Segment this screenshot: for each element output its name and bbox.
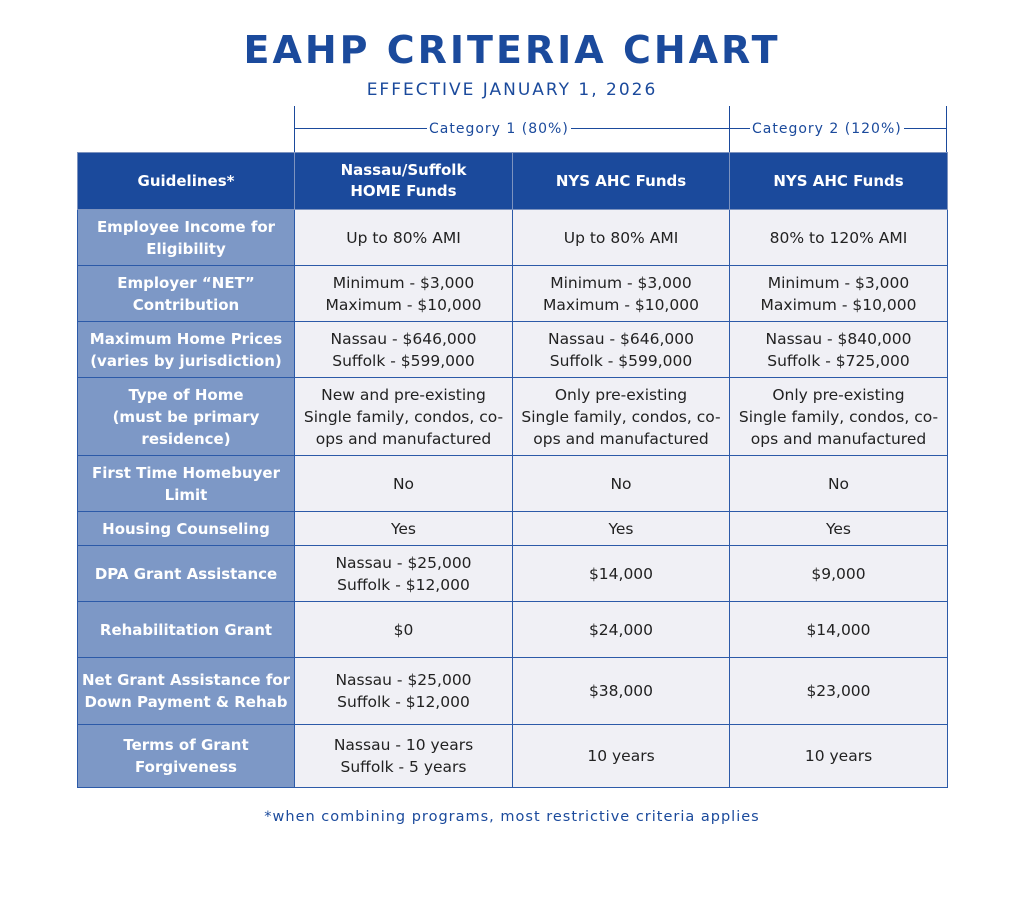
table-cell: Nassau - $25,000 Suffolk - $12,000 — [295, 658, 513, 725]
table-row — [78, 546, 948, 602]
table-cell: Only pre-existing Single family, condos, co- ops and manufactured — [513, 378, 730, 456]
table-cell: $9,000 — [730, 546, 948, 602]
table-row — [78, 512, 948, 546]
table-cell: $38,000 — [513, 658, 730, 725]
table-row — [78, 210, 948, 266]
table-cell: No — [730, 456, 948, 512]
table-cell: $24,000 — [513, 602, 730, 658]
table-cell: Minimum - $3,000 Maximum - $10,000 — [295, 266, 513, 322]
bracket-mid-divider — [729, 106, 730, 152]
row-label-terms-of-forgiveness: Terms of Grant Forgiveness — [78, 725, 295, 788]
table-cell: No — [513, 456, 730, 512]
table-cell: Yes — [513, 512, 730, 546]
row-label-employee-income: Employee Income for Eligibility — [78, 210, 295, 266]
table-cell: 80% to 120% AMI — [730, 210, 948, 266]
row-label-type-of-home: Type of Home (must be primary residence) — [78, 378, 295, 456]
row-label-employer-contribution: Employer “NET” Contribution — [78, 266, 295, 322]
header-nys-ahc-funds-cat1: NYS AHC Funds — [513, 153, 730, 210]
table-cell: Nassau - 10 years Suffolk - 5 years — [295, 725, 513, 788]
row-label-dpa-grant: DPA Grant Assistance — [78, 546, 295, 602]
effective-date: EFFECTIVE JANUARY 1, 2026 — [366, 80, 658, 100]
table-cell: Nassau - $646,000 Suffolk - $599,000 — [295, 322, 513, 378]
table-cell: Minimum - $3,000 Maximum - $10,000 — [513, 266, 730, 322]
table-row — [78, 602, 948, 658]
table-cell: $0 — [295, 602, 513, 658]
row-label-first-time-homebuyer: First Time Homebuyer Limit — [78, 456, 295, 512]
category-2-label: Category 2 (120%) — [752, 121, 902, 137]
table-cell: New and pre-existing Single family, condos, co- ops and manufactured — [295, 378, 513, 456]
header-nassau-suffolk-home-funds: Nassau/Suffolk HOME Funds — [295, 153, 513, 210]
header-nys-ahc-funds-cat2: NYS AHC Funds — [730, 153, 948, 210]
table-cell: $14,000 — [513, 546, 730, 602]
row-label-housing-counseling: Housing Counseling — [78, 512, 295, 546]
table-row — [78, 322, 948, 378]
table-cell: No — [295, 456, 513, 512]
table-row — [78, 658, 948, 725]
row-label-net-grant-assistance: Net Grant Assistance for Down Payment & Rehab — [78, 658, 295, 725]
table-cell: Minimum - $3,000 Maximum - $10,000 — [730, 266, 948, 322]
criteria-table — [77, 152, 948, 788]
table-row — [78, 266, 948, 322]
footnote: *when combining programs, most restrictive criteria applies — [264, 809, 760, 825]
bracket-left-divider — [294, 106, 295, 152]
page-title: EAHP CRITERIA CHART — [243, 28, 781, 72]
table-row — [78, 378, 948, 456]
header-guidelines: Guidelines* — [78, 153, 295, 210]
table-cell: Up to 80% AMI — [295, 210, 513, 266]
bracket-right-divider — [946, 106, 947, 152]
table-cell: Nassau - $840,000 Suffolk - $725,000 — [730, 322, 948, 378]
table-cell: Yes — [730, 512, 948, 546]
table-cell: Up to 80% AMI — [513, 210, 730, 266]
table-row — [78, 725, 948, 788]
table-cell: 10 years — [730, 725, 948, 788]
category-1-label: Category 1 (80%) — [429, 121, 569, 137]
row-label-max-home-prices: Maximum Home Prices (varies by jurisdiction) — [78, 322, 295, 378]
header-row — [78, 153, 948, 210]
table-row — [78, 456, 948, 512]
table-cell: $23,000 — [730, 658, 948, 725]
table-cell: Yes — [295, 512, 513, 546]
table-cell: Nassau - $646,000 Suffolk - $599,000 — [513, 322, 730, 378]
table-cell: 10 years — [513, 725, 730, 788]
table-cell: Only pre-existing Single family, condos, co- ops and manufactured — [730, 378, 948, 456]
row-label-rehabilitation-grant: Rehabilitation Grant — [78, 602, 295, 658]
table-cell: Nassau - $25,000 Suffolk - $12,000 — [295, 546, 513, 602]
table-cell: $14,000 — [730, 602, 948, 658]
